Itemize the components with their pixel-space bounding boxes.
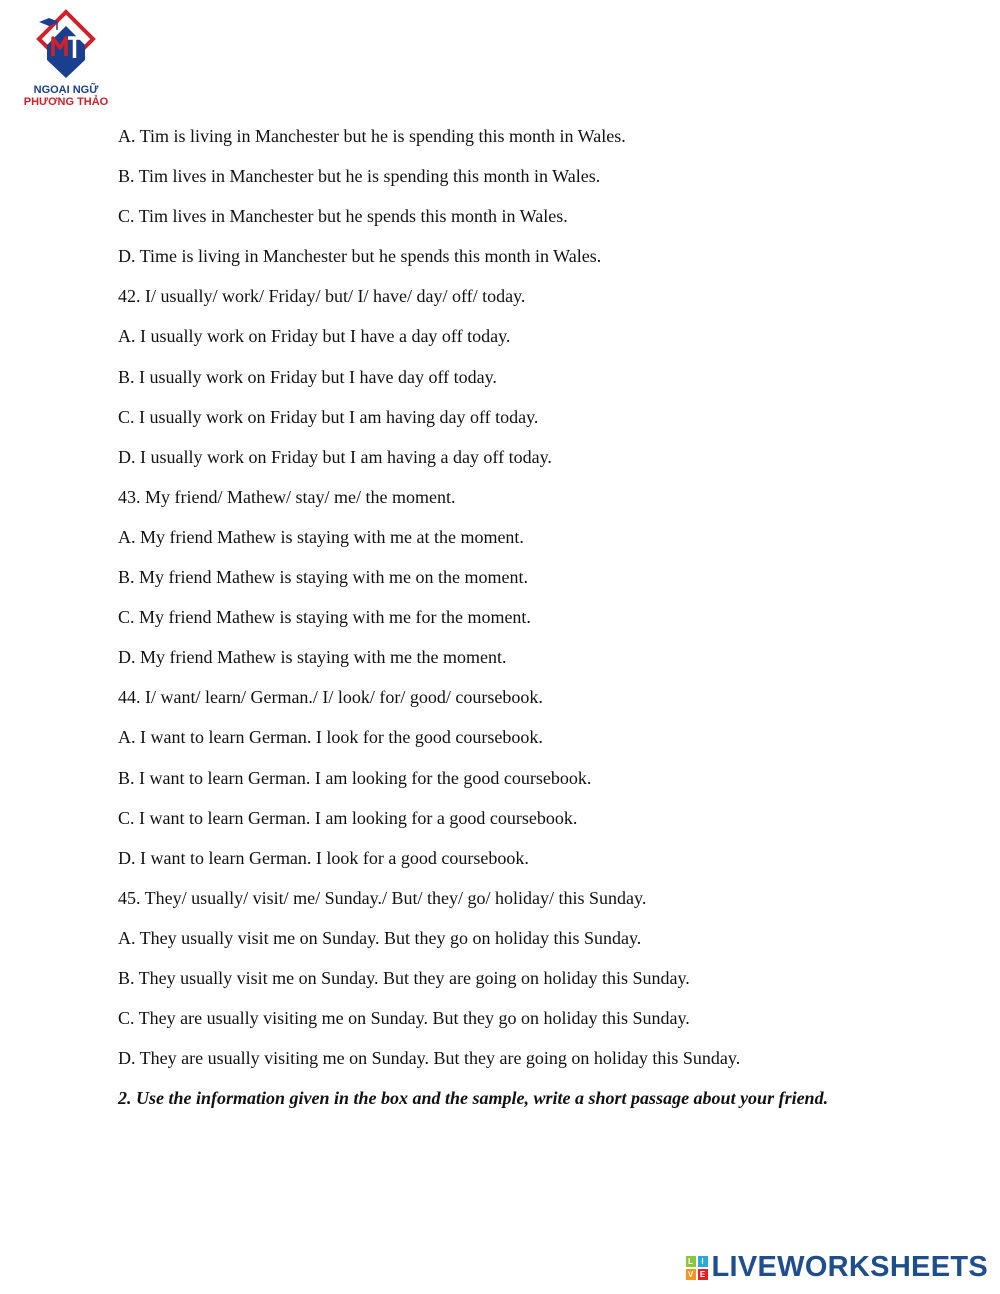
option-line: A. I want to learn German. I look for the good coursebook. <box>118 727 543 748</box>
question-prompt: 42. I/ usually/ work/ Friday/ but/ I/ have/ day/ off/ today. <box>118 286 526 307</box>
option-line: A. My friend Mathew is staying with me at the moment. <box>118 526 524 547</box>
option-line: A. I usually work on Friday but I have a day off today. <box>118 326 511 347</box>
liveworksheets-logo-icon <box>686 1256 708 1280</box>
option-line: C. My friend Mathew is staying with me for the moment. <box>118 607 531 628</box>
brand-tile: V <box>686 1269 696 1280</box>
option-line: C. I want to learn German. I am looking for a good coursebook. <box>118 807 578 828</box>
question-prompt: 45. They/ usually/ visit/ me/ Sunday./ But/ they/ go/ holiday/ this Sunday. <box>118 887 647 908</box>
brand-tile: L <box>686 1256 696 1267</box>
liveworksheets-brand[interactable] <box>686 1251 989 1284</box>
option-line: A. Tim is living in Manchester but he is spending this month in Wales. <box>118 126 626 146</box>
brand-tile: I <box>698 1256 708 1267</box>
option-line: D. They are usually visiting me on Sunday. But they are going on holiday this Sunday. <box>118 1048 741 1069</box>
option-line: C. They are usually visiting me on Sunday. But they go on holiday this Sunday. <box>118 1008 690 1029</box>
option-line: D. I usually work on Friday but I am having a day off today. <box>118 446 552 467</box>
option-line: B. My friend Mathew is staying with me on the moment. <box>118 567 528 588</box>
option-line: B. I usually work on Friday but I have day off today. <box>118 366 497 387</box>
logo-text-line1: NGOẠI NGỮ <box>33 84 99 96</box>
option-line: B. Tim lives in Manchester but he is spending this month in Wales. <box>118 166 601 187</box>
question-prompt: 43. My friend/ Mathew/ stay/ me/ the moment. <box>118 486 456 507</box>
worksheet-body <box>118 116 978 1118</box>
brand-name: LIVEWORKSHEETS <box>711 1251 988 1283</box>
logo-text-line2: PHƯƠNG THẢO <box>23 96 109 108</box>
option-line: B. I want to learn German. I am looking for the good coursebook. <box>118 767 592 788</box>
option-line: B. They usually visit me on Sunday. But they are going on holiday this Sunday. <box>118 967 690 988</box>
brand-tile: E <box>698 1269 708 1280</box>
question-prompt: 44. I/ want/ learn/ German./ I/ look/ for/ good/ coursebook. <box>118 687 543 708</box>
section-instruction: 2. Use the information given in the box and the sample, write a short passage about your friend. <box>118 1088 829 1109</box>
option-line: D. I want to learn German. I look for a good coursebook. <box>118 847 529 868</box>
option-line: D. Time is living in Manchester but he spends this month in Wales. <box>118 246 602 267</box>
publisher-logo <box>14 8 118 116</box>
option-line: A. They usually visit me on Sunday. But they go on holiday this Sunday. <box>118 927 642 948</box>
option-line: C. Tim lives in Manchester but he spends this month in Wales. <box>118 206 568 227</box>
option-line: D. My friend Mathew is staying with me the moment. <box>118 647 507 668</box>
mt-logo-mark-icon <box>35 8 97 84</box>
option-line: C. I usually work on Friday but I am having day off today. <box>118 406 539 427</box>
